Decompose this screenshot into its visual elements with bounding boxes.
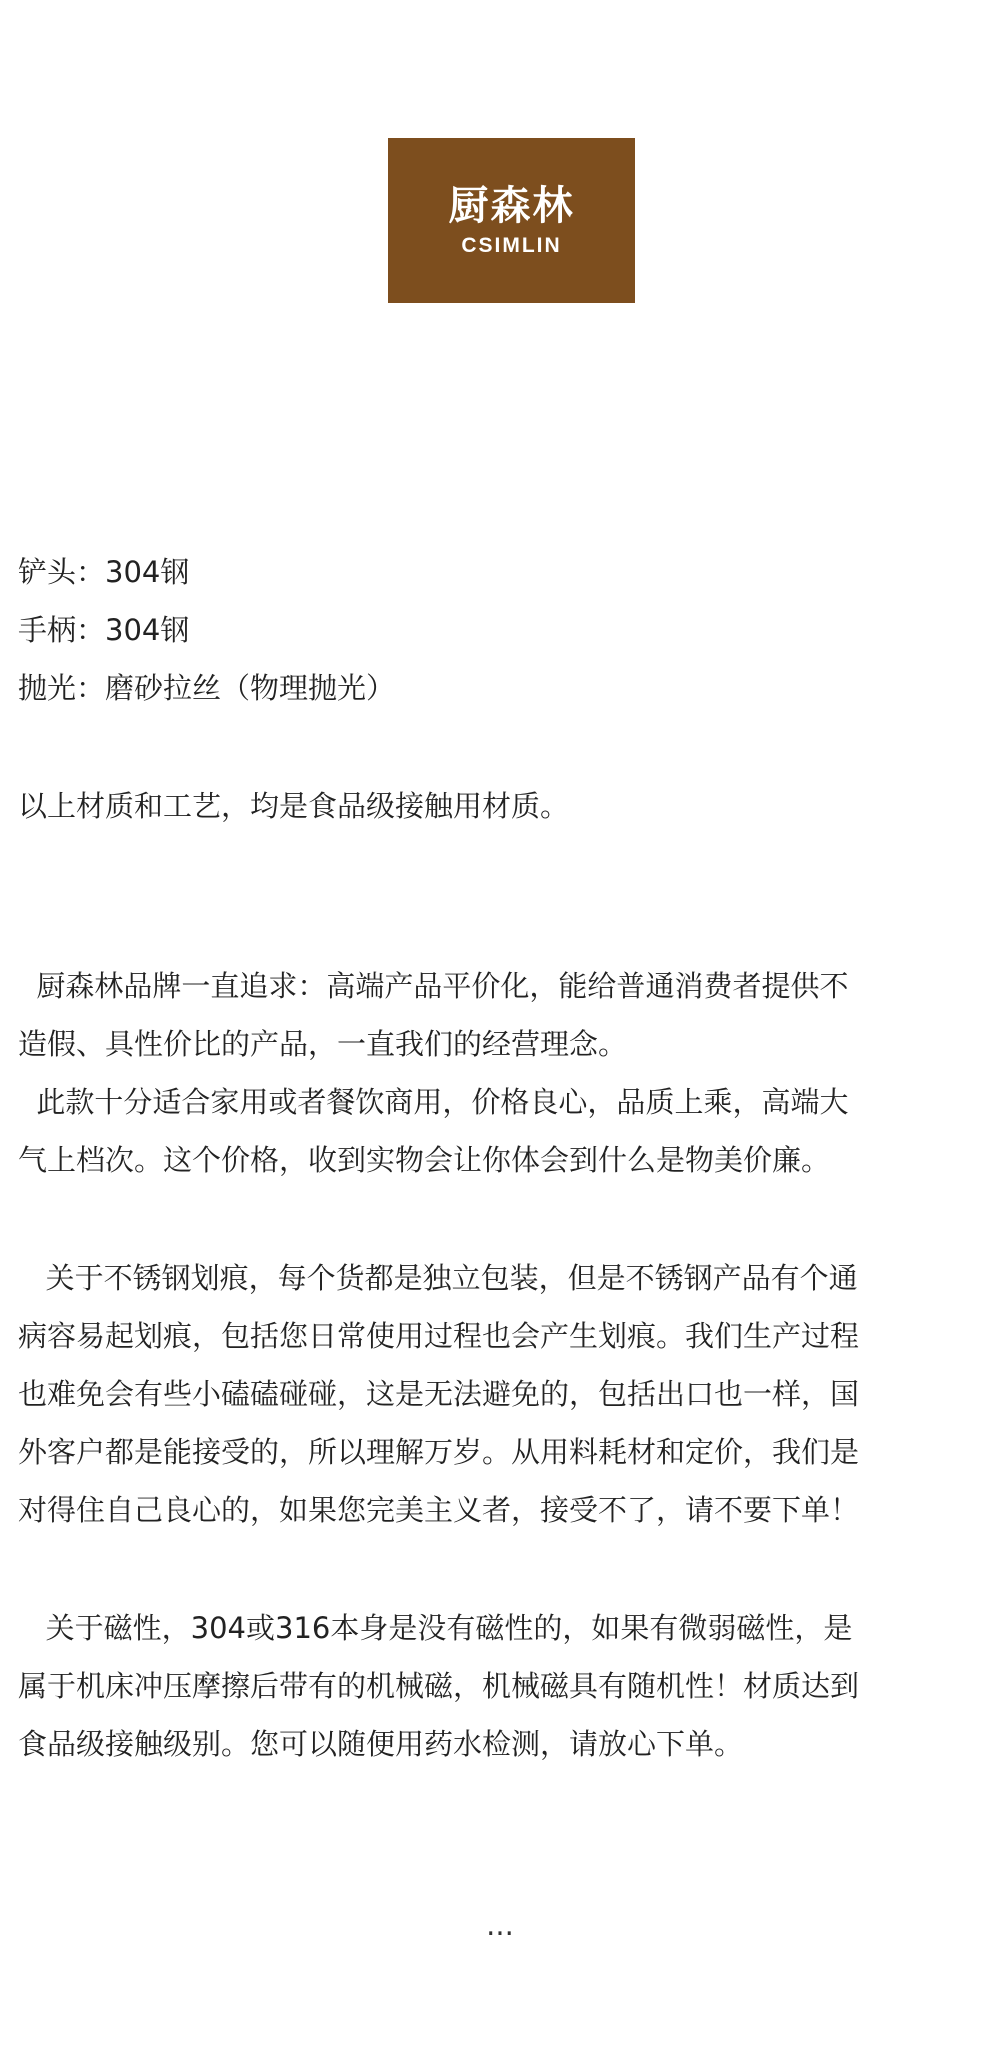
material-note: 以上材质和工艺，均是食品级接触用材质。 xyxy=(18,789,570,823)
spec-item-polish: 抛光：磨砂拉丝（物理抛光） xyxy=(18,671,396,705)
paragraph-line: 食品级接触级别。您可以随便用药水检测，请放心下单。 xyxy=(18,1727,744,1761)
paragraph-line: 此款十分适合家用或者餐饮商用，价格良心，品质上乘，高端大 xyxy=(18,1085,849,1119)
logo-english-name: CSIMLIN xyxy=(461,233,562,257)
paragraph-line: 对得住自己良心的，如果您完美主义者，接受不了，请不要下单！ xyxy=(18,1493,860,1527)
paragraph-line: 造假、具性价比的产品，一直我们的经营理念。 xyxy=(18,1027,628,1061)
more-indicator: ... xyxy=(486,1908,514,1942)
paragraph-line: 属于机床冲压摩擦后带有的机械磁，机械磁具有随机性！材质达到 xyxy=(18,1669,860,1703)
paragraph-line: 关于磁性，304或316本身是没有磁性的，如果有微弱磁性，是 xyxy=(18,1611,853,1645)
paragraph-line: 厨森林品牌一直追求：高端产品平价化，能给普通消费者提供不 xyxy=(18,969,849,1003)
paragraph-line: 气上档次。这个价格，收到实物会让你体会到什么是物美价廉。 xyxy=(18,1143,831,1177)
logo-chinese-name: 厨森林 xyxy=(448,182,575,229)
brand-logo xyxy=(388,138,635,303)
paragraph-line: 病容易起划痕，包括您日常使用过程也会产生划痕。我们生产过程 xyxy=(18,1319,860,1353)
spec-item-head: 铲头：304钢 xyxy=(18,555,190,589)
paragraph-line: 关于不锈钢划痕，每个货都是独立包装，但是不锈钢产品有个通 xyxy=(18,1261,858,1295)
paragraph-line: 也难免会有些小磕磕碰碰，这是无法避免的，包括出口也一样，国 xyxy=(18,1377,860,1411)
paragraph-line: 外客户都是能接受的，所以理解万岁。从用料耗材和定价，我们是 xyxy=(18,1435,860,1469)
spec-item-handle: 手柄：304钢 xyxy=(18,613,190,647)
